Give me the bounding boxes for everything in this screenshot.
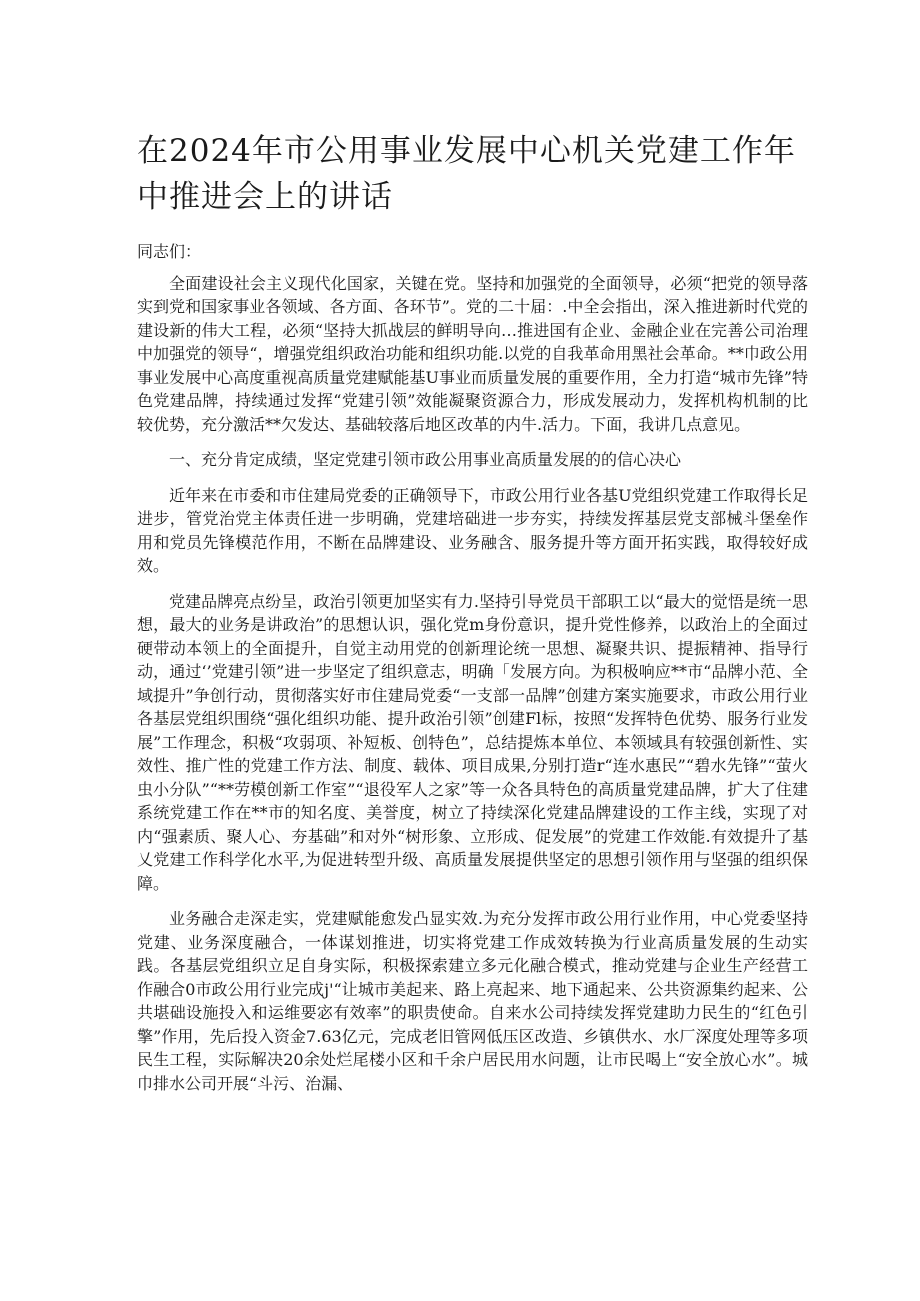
section-1-paragraph-2: 党建品牌亮点纷呈，政治引领更加坚实有力.坚持引导党员干部职工以“最大的觉悟是统一思想，最大的业务是讲政治”的思想认识，强化党m身份意识，提升党性修养，以政治上的全面过硬带动本领上的全面提升，自觉主动用党的创新理论统一思想、凝聚共识、提振精神、指导行动，通过‘’党建引领”进一步坚定了组织意志，明确「发展方向。为积极响应**市“品牌小范、全域提升”争创行动，贯彻落实好市住建局党委“一支部一品牌”创建方案实施要求，市政公用行业各基层党组织围绕“强化组织功能、提升政治引领”创建Fl标，按照“发挥特色优势、服务行业发展”工作理念，积极“攻弱项、补短板、创特色”，总结提炼本单位、本领域具有较强创新性、实效性、推广性的党建工作方法、制度、载体、项目成果,分别打造r“连水惠民”“碧水先锋”“萤火虫小分队”“**劳模创新工作室”“退役军人之家”等一众各具特色的高质量党建品牌，扩大了住建系统党建工作在**市的知名度、美誉度，树立了持续深化党建品牌建设的工作主线，实现了对内“强素质、聚人心、夯基础”和对外“树形象、立形成、促发展”的党建工作效能.有效提升了基乂党建工作科学化水平,为促进转型升级、高质量发展提供坚定的思想引领作用与坚强的组织保障。 [137,591,808,893]
section-1-heading: 一、充分肯定成绩，坚定党建引领市政公用事业高质量发展的的信心决心 [169,450,682,469]
section-1-paragraph-1: 近年来在市委和市住建局党委的正确领导下，市政公用行业各基U党组织党建工作取得长足进步，管党治党主体责任进一步明确，党建培础进一步夯实，持续发挥基层党支部械斗堡垒作用和党员先锋模范作用，不断在品牌建设、业务融含、服务提升等方面开拓实践，取得较好成效。 [137,485,808,575]
section-1-paragraph-3: 业务融合走深走实，党建赋能愈发凸显实效.为充分发挥市政公用行业作用，中心党委坚持党建、业务深度融合，一体谋划推进，切实将党建工作成效转换为行业高质量发展的生动实践。各基层党组织立足自身实际，积极探索建立多元化融合模式，推动党建与企业生产经营工作融合0市政公用行业完成j'“让城市美起来、路上亮起来、地下通起来、公共资源集约起来、公共堪础设施投入和运维要宓有效率”的职贵使命。自来水公司持续发挥党建助力民生的“红色引擎”作用，先后投入资金7.63亿元，完成老旧管网低压区改造、乡镇供水、水厂深度处理等多项民生工程，实际解决20余处烂尾楼小区和千余户居民用水问题，让市民喝上“安全放心水”。城巾排水公司开展“斗污、治漏、 [137,909,808,1093]
document-title: 在2024年市公用事业发展中心机关党建工作年中推进会上的讲话 [137,133,796,215]
intro-paragraph: 全面建设社会主义现代化国家，关键在党。坚持和加强党的全面领导，必须“把党的领导落实到党和国家事业各领域、各方面、各环节”。党的二十届：.中全会指出，深入推进新时代党的建设新的伟大工程，必须“坚持大抓战层的鲜明导向…推进国有企业、金融企业在完善公司治理中加强党的领导“，增强党组织政治功能和组织功能.以党的自我革命用黑社会革命。**巾政公用事业发展中心高度重视高质量党建赋能基U事业而质量发展的重要作用，全力打造“城市先锋”特色党建品牌，持续通过发挥“党建引领”效能凝聚资源合力，形成发展动力，发挥机构机制的比较优势，充分激活**欠发达、基础较落后地区改革的内牛.活力。下面，我讲几点意见。 [137,273,808,434]
salutation: 同志们： [137,242,202,261]
